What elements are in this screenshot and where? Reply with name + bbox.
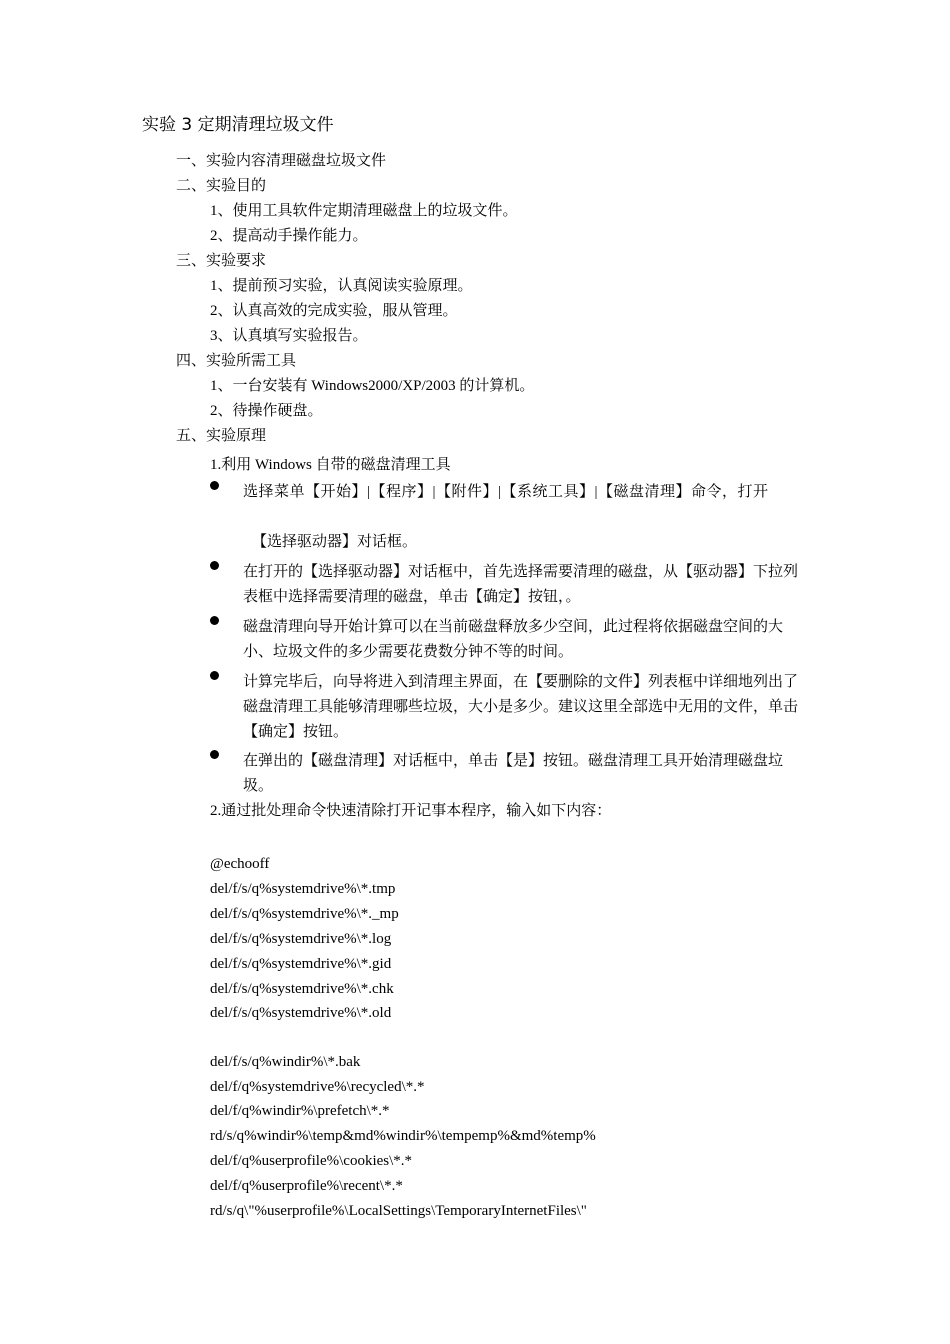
section-3-heading: 三、实验要求 <box>176 253 267 269</box>
section-2-heading: 二、实验目的 <box>176 178 267 194</box>
code-line: rd/s/q%windir%\temp&md%windir%\tempemp%&md%temp% <box>210 1128 596 1144</box>
bullet-icon <box>210 750 219 759</box>
code-line: del/f/s/q%systemdrive%\*.gid <box>210 956 392 972</box>
section-3-item-3: 3、认真填写实验报告。 <box>210 328 368 344</box>
bullet-icon <box>210 616 219 625</box>
section-2-item-2: 2、提高动手操作能力。 <box>210 228 368 244</box>
code-line: del/f/s/q%systemdrive%\*.log <box>210 931 392 947</box>
section-3-item-1: 1、提前预习实验，认真阅读实验原理。 <box>210 278 473 294</box>
section-5-heading: 五、实验原理 <box>176 428 267 444</box>
code-line: del/f/s/q%systemdrive%\*.chk <box>210 981 394 997</box>
bullet-text-4: 计算完毕后，向导将进入到清理主界面，在【要删除的文件】列表框中详细地列出了磁盘清理工具能够清理哪些垃圾，大小是多少。建议这里全部选中无用的文件，单击【确定】按钮。 <box>243 674 799 740</box>
code-line: del/f/s/q%systemdrive%\*._mp <box>210 906 399 922</box>
code-line: del/f/q%userprofile%\cookies\*.* <box>210 1153 413 1169</box>
bullet-text-2: 在打开的【选择驱动器】对话框中，首先选择需要清理的磁盘，从【驱动器】下拉列表框中选择需要清理的磁盘，单击【确定】按钮，。 <box>243 564 799 605</box>
code-line: del/f/q%userprofile%\recent\*.* <box>210 1178 403 1194</box>
code-line: del/f/s/q%systemdrive%\*.old <box>210 1005 392 1021</box>
code-line: rd/s/q\"%userprofile%\LocalSettings\TemporaryInternetFiles\" <box>210 1203 587 1219</box>
section-2-item-1: 1、使用工具软件定期清理磁盘上的垃圾文件。 <box>210 203 518 219</box>
section-4-item-2: 2、待操作硬盘。 <box>210 403 323 419</box>
bullet-text-1-continued: 【选择驱动器】对话框。 <box>252 534 418 550</box>
section-1-heading: 一、实验内容清理磁盘垃圾文件 <box>176 153 387 169</box>
bullet-icon <box>210 671 219 680</box>
section-4-item-1: 1、一台安装有 Windows2000/XP/2003 的计算机。 <box>210 378 535 394</box>
code-line: del/f/q%systemdrive%\recycled\*.* <box>210 1079 425 1095</box>
bullet-icon <box>210 561 219 570</box>
section-4-heading: 四、实验所需工具 <box>176 353 297 369</box>
bullet-text-3: 磁盘清理向导开始计算可以在当前磁盘释放多少空间，此过程将依据磁盘空间的大小、垃圾文件的多少需要花费数分钟不等的时间。 <box>243 619 784 660</box>
bullet-text-1: 选择菜单【开始】|【程序】|【附件】|【系统工具】|【磁盘清理】命令，打开 <box>243 484 769 500</box>
section-5-subheading-2: 2.通过批处理命令快速清除打开记事本程序，输入如下内容： <box>210 803 612 819</box>
section-3-item-2: 2、认真高效的完成实验，服从管理。 <box>210 303 458 319</box>
code-line: @echooff <box>210 856 270 872</box>
document-title: 实验 3 定期清理垃圾文件 <box>142 115 334 135</box>
code-line: del/f/s/q%windir%\*.bak <box>210 1054 361 1070</box>
section-5-subheading-1: 1.利用 Windows 自带的磁盘清理工具 <box>210 457 451 473</box>
code-line: del/f/s/q%systemdrive%\*.tmp <box>210 881 396 897</box>
code-line: del/f/q%windir%\prefetch\*.* <box>210 1103 390 1119</box>
bullet-text-5: 在弹出的【磁盘清理】对话框中，单击【是】按钮。磁盘清理工具开始清理磁盘垃圾。 <box>243 753 784 794</box>
